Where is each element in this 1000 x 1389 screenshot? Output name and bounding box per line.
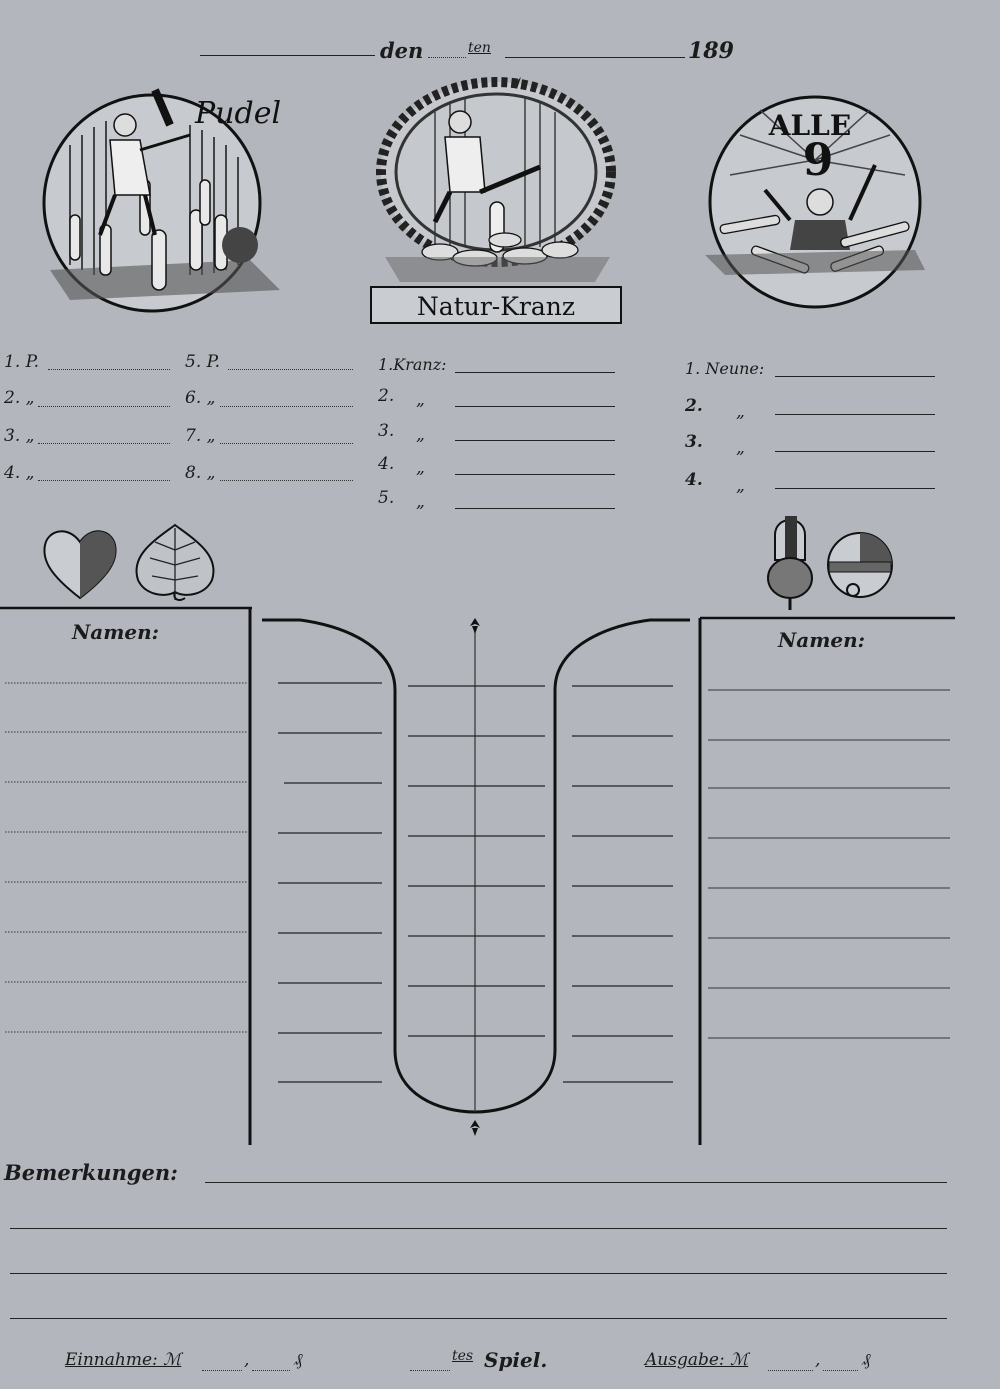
kranz-line-5[interactable] [455, 508, 615, 509]
kranz-line-3[interactable] [455, 440, 615, 441]
einnahme-comma: , [244, 1350, 250, 1370]
ausgabe-pf-field[interactable] [823, 1370, 858, 1371]
bell-icon [828, 533, 892, 597]
kranz-emblem [365, 72, 627, 330]
header-ten: ten [468, 40, 491, 56]
kranz-quote-2: „ [416, 390, 425, 410]
pudel-line-6[interactable] [220, 406, 353, 407]
right-score-lines [563, 686, 673, 1082]
kranz-quote-5: „ [416, 492, 425, 512]
kranz-quote-3: „ [416, 425, 425, 445]
footer-spiel: Spiel. [484, 1348, 548, 1372]
ausgabe-mark-field[interactable] [768, 1370, 813, 1371]
neune-label-2: 2. [685, 396, 703, 416]
kranz-label-2: 2. [378, 386, 395, 406]
right-name-lines [708, 690, 950, 1038]
footer-ausgabe: Ausgabe: ℳ [645, 1350, 749, 1370]
center-score-lines [408, 686, 545, 1036]
neune-label-3: 3. [685, 432, 703, 452]
top-pin-icon [470, 618, 480, 634]
leaf-icon [136, 525, 213, 600]
pudel-emblem [40, 85, 285, 320]
score-table [0, 600, 1000, 1160]
remarks-line-4[interactable] [10, 1318, 947, 1319]
left-name-lines [5, 683, 248, 1032]
pudel-line-5[interactable] [228, 369, 353, 370]
pudel-label-3: 3. „ [4, 426, 35, 446]
left-score-lines [278, 683, 382, 1082]
kranz-quote-4: „ [416, 458, 425, 478]
footer-einnahme: Einnahme: ℳ [65, 1350, 182, 1370]
neune-label-4: 4. [685, 470, 703, 490]
kranz-label-1: 1.Kranz: [378, 355, 447, 374]
ausgabe-pf-symbol: ₰ [862, 1350, 871, 1370]
remarks-line-3[interactable] [10, 1273, 947, 1274]
kranz-label-4: 4. [378, 454, 395, 474]
pudel-label-5: 5. P. [185, 352, 221, 372]
pudel-line-2[interactable] [38, 406, 170, 407]
pudel-line-3[interactable] [38, 443, 170, 444]
date-dotted-line [428, 57, 466, 58]
nine-title: 9 [802, 135, 834, 186]
ausgabe-comma: , [815, 1350, 821, 1370]
neune-quote-3: „ [736, 438, 745, 458]
kranz-line-2[interactable] [455, 406, 615, 407]
footer-tes: tes [452, 1348, 474, 1364]
pudel-line-4[interactable] [38, 480, 170, 481]
pudel-title: Pudel [195, 96, 282, 131]
kranz-line-1[interactable] [455, 372, 615, 373]
neune-line-3[interactable] [775, 451, 935, 452]
pudel-label-7: 7. „ [185, 426, 216, 446]
pudel-label-6: 6. „ [185, 388, 216, 408]
pudel-line-8[interactable] [220, 480, 353, 481]
heart-icon [44, 531, 115, 598]
acorn-icon [768, 516, 812, 610]
pudel-label-4: 4. „ [4, 463, 35, 483]
kranz-label-5: 5. [378, 488, 395, 508]
remarks-line-2[interactable] [10, 1228, 947, 1229]
einnahme-pf-field[interactable] [252, 1370, 290, 1371]
pudel-line-7[interactable] [220, 443, 353, 444]
date-month-line[interactable] [505, 57, 685, 58]
neune-line-2[interactable] [775, 414, 935, 415]
date-day-line[interactable] [200, 55, 375, 56]
neune-quote-4: „ [736, 476, 745, 496]
kranz-line-4[interactable] [455, 474, 615, 475]
bottom-pin-icon [470, 1120, 480, 1136]
alle-title: ALLE [768, 109, 852, 142]
remarks-label: Bemerkungen: [4, 1160, 178, 1185]
neune-quote-2: „ [736, 402, 745, 422]
header-year: 189 [688, 38, 734, 64]
einnahme-mark-field[interactable] [202, 1370, 242, 1371]
game-number-field[interactable] [410, 1370, 450, 1371]
neune-line-4[interactable] [775, 488, 935, 489]
right-names-label: Namen: [778, 628, 866, 652]
kranz-label-3: 3. [378, 421, 395, 441]
neune-label-1: 1. Neune: [685, 359, 765, 378]
pudel-label-1: 1. P. [4, 352, 40, 372]
pudel-line-1[interactable] [48, 369, 170, 370]
remarks-line-1[interactable] [205, 1182, 947, 1183]
einnahme-pf-symbol: ₰ [294, 1350, 303, 1370]
neune-line-1[interactable] [775, 376, 935, 377]
header-den: den [380, 38, 424, 63]
kranz-title: Natur-Kranz [416, 292, 576, 321]
alle-neune-emblem [700, 90, 940, 315]
heart-leaf-icons [40, 520, 230, 610]
pudel-label-2: 2. „ [4, 388, 35, 408]
left-names-label: Namen: [72, 620, 160, 644]
pudel-label-8: 8. „ [185, 463, 216, 483]
